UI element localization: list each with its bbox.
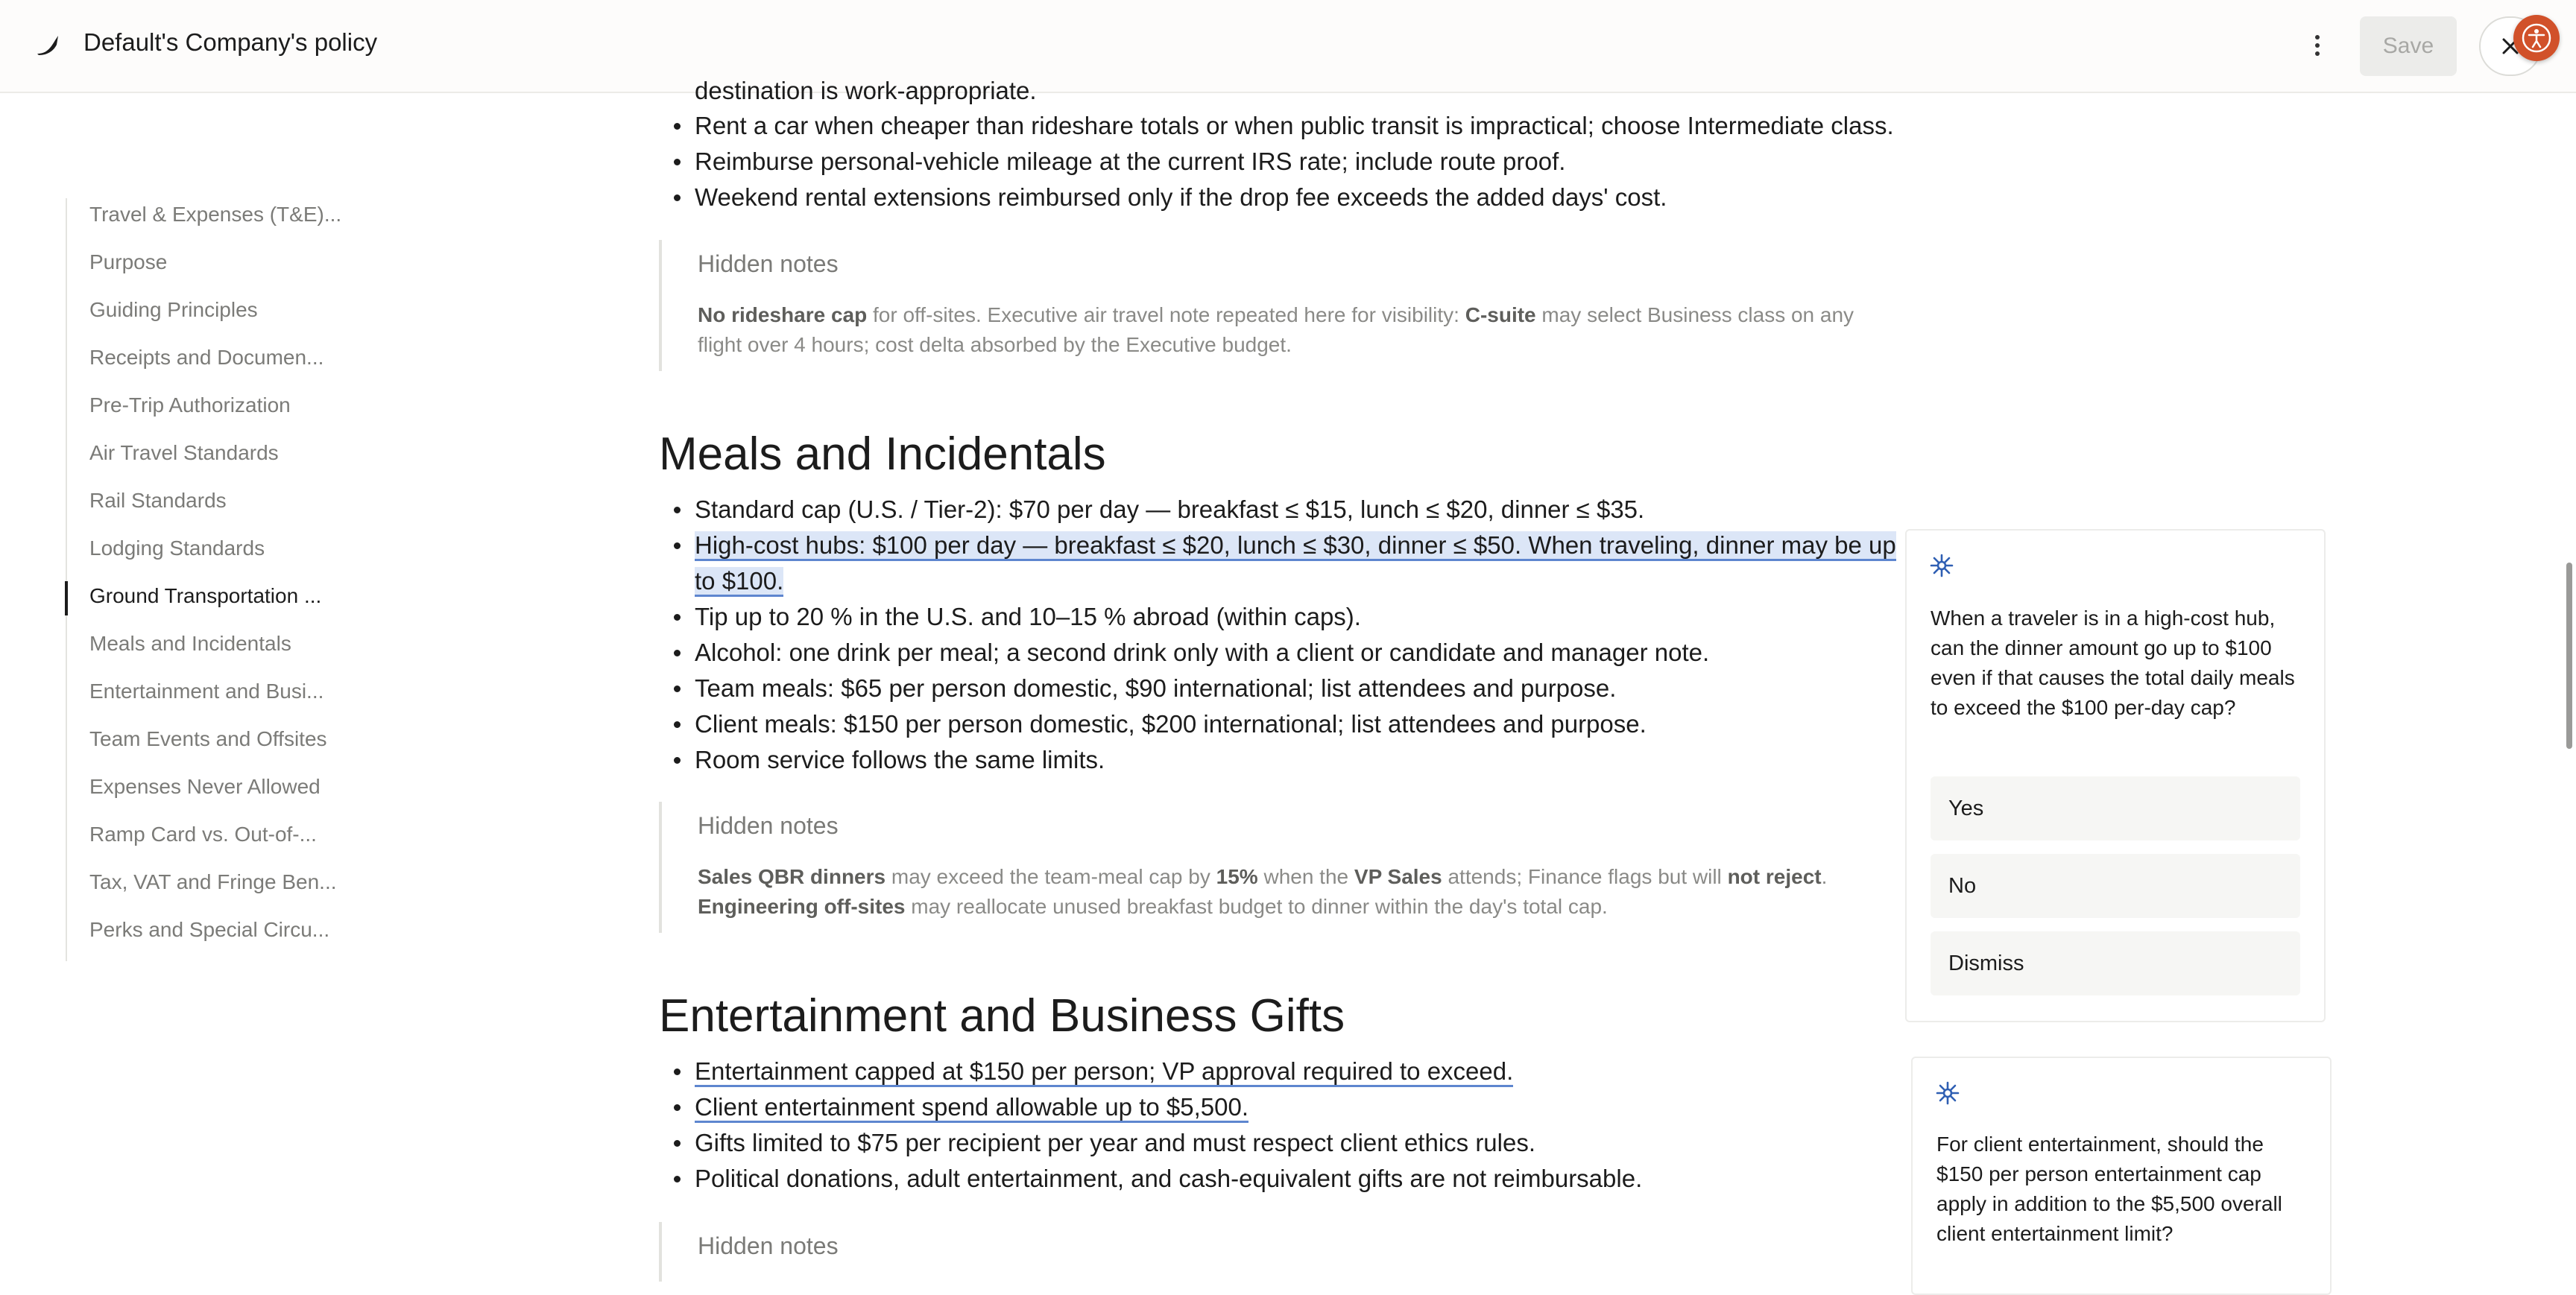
toc-item-tax-vat[interactable]: Tax, VAT and Fringe Ben...: [89, 870, 337, 893]
policy-bullet-underlined[interactable]: Entertainment capped at $150 per person; VP approval required to exceed.: [695, 1054, 1513, 1089]
scrollbar-thumb[interactable]: [2566, 563, 2572, 749]
toc-item-meals[interactable]: Meals and Incidentals: [89, 632, 291, 655]
clarification-card: [1911, 1057, 2332, 1295]
toc-item-rail[interactable]: Rail Standards: [89, 489, 227, 512]
policy-bullet-cut: destination is work-appropriate.: [695, 77, 1037, 104]
hidden-notes-body: No rideshare cap for off-sites. Executive air travel note repeated here for visibility: C-suite may select Business class on any flight over 4 hours; cost delta absorbed by the Executive budget.: [698, 303, 1854, 356]
more-options-button[interactable]: [2302, 30, 2333, 61]
accessibility-icon: [2520, 22, 2553, 54]
policy-bullet: Reimburse personal-vehicle mileage at the current IRS rate; include route proof.: [695, 144, 1565, 180]
policy-bullet: Alcohol: one drink per meal; a second drink only with a client or candidate and manager note.: [695, 635, 1709, 671]
policy-bullet-highlighted-cont[interactable]: to $100.: [695, 563, 783, 599]
policy-bullet: Weekend rental extensions reimbursed only if the drop fee exceeds the added days' cost.: [695, 180, 1667, 215]
policy-bullet: Tip up to 20 % in the U.S. and 10–15 % abroad (within caps).: [695, 599, 1361, 635]
policy-bullet: Team meals: $65 per person domestic, $90 international; list attendees and purpose.: [695, 671, 1616, 706]
scrollbar[interactable]: [2563, 93, 2576, 1279]
table-of-contents: [66, 198, 350, 961]
policy-bullet: Political donations, adult entertainment, and cash-equivalent gifts are not reimbursable.: [695, 1161, 1642, 1197]
dismiss-button[interactable]: Dismiss: [1931, 931, 2300, 995]
toc-item-entertainment[interactable]: Entertainment and Busi...: [89, 680, 324, 703]
toc-item-guiding-principles[interactable]: Guiding Principles: [89, 298, 258, 321]
answer-yes-button[interactable]: Yes: [1931, 776, 2300, 840]
policy-bullet-underlined[interactable]: Client entertainment spend allowable up to $5,500.: [695, 1089, 1248, 1125]
policy-bullet: Rent a car when cheaper than rideshare totals or when public transit is impractical; choose Intermediate class.: [695, 108, 1894, 144]
accessibility-button[interactable]: [2513, 15, 2560, 61]
page-title: Default's Company's policy: [83, 28, 378, 56]
more-vertical-icon: [2315, 43, 2320, 48]
policy-bullet: Standard cap (U.S. / Tier-2): $70 per day — breakfast ≤ $15, lunch ≤ $20, dinner ≤ $35.: [695, 492, 1644, 528]
toc-item-receipts[interactable]: Receipts and Documen...: [89, 346, 324, 369]
hidden-notes-ground: [659, 240, 1859, 371]
sparkle-icon: [1929, 553, 1954, 578]
clarification-question: When a traveler is in a high-cost hub, can the dinner amount go up to $100 even if that causes the total daily meals to exceed the $100 per-day cap?: [1931, 607, 2295, 719]
toc-item-ground-transportation[interactable]: Ground Transportation ...: [67, 580, 350, 627]
toc-item-purpose[interactable]: Purpose: [89, 250, 168, 273]
hidden-notes-title: Hidden notes: [698, 1232, 839, 1259]
hidden-notes-meals: [659, 802, 1859, 933]
toc-item-perks[interactable]: Perks and Special Circu...: [89, 918, 330, 941]
toc-item-travel-expenses[interactable]: Travel & Expenses (T&E)...: [89, 203, 342, 226]
ramp-logo-icon[interactable]: [34, 31, 64, 61]
top-bar: [0, 0, 2576, 93]
hidden-notes-title: Hidden notes: [698, 250, 839, 277]
policy-bullet-highlighted[interactable]: High-cost hubs: $100 per day — breakfast ≤ $20, lunch ≤ $30, dinner ≤ $50. When traveling, dinner may be up: [695, 528, 1896, 563]
hidden-notes-body: Sales QBR dinners may exceed the team-meal cap by 15% when the VP Sales attends; Finance flags but will not reject. Engineering off-sites may reallocate unused breakfast budget to dinner within the day's total cap.: [698, 865, 1828, 918]
answer-no-button[interactable]: No: [1931, 854, 2300, 918]
clarification-card: [1905, 529, 2326, 1022]
section-title-meals: Meals and Incidentals: [659, 428, 1106, 480]
sparkle-icon: [1935, 1080, 1960, 1106]
clarification-question: For client entertainment, should the $150 per person entertainment cap apply in addition to the $5,500 overall client entertainment limit?: [1936, 1133, 2282, 1245]
policy-bullet: Room service follows the same limits.: [695, 742, 1105, 778]
toc-item-ramp-card[interactable]: Ramp Card vs. Out-of-...: [89, 823, 317, 846]
toc-item-air-travel[interactable]: Air Travel Standards: [89, 441, 279, 464]
toc-item-lodging[interactable]: Lodging Standards: [89, 536, 265, 560]
hidden-notes-title: Hidden notes: [698, 812, 839, 839]
policy-bullet: Gifts limited to $75 per recipient per year and must respect client ethics rules.: [695, 1125, 1535, 1161]
policy-bullet: Client meals: $150 per person domestic, $200 international; list attendees and purpose.: [695, 706, 1647, 742]
toc-item-team-events[interactable]: Team Events and Offsites: [89, 727, 327, 750]
toc-item-never-allowed[interactable]: Expenses Never Allowed: [89, 775, 321, 798]
toc-item-pre-trip[interactable]: Pre-Trip Authorization: [89, 393, 291, 417]
section-title-entertainment: Entertainment and Business Gifts: [659, 990, 1345, 1042]
hidden-notes-entertainment: [659, 1222, 1859, 1282]
save-button[interactable]: Save: [2360, 16, 2457, 76]
